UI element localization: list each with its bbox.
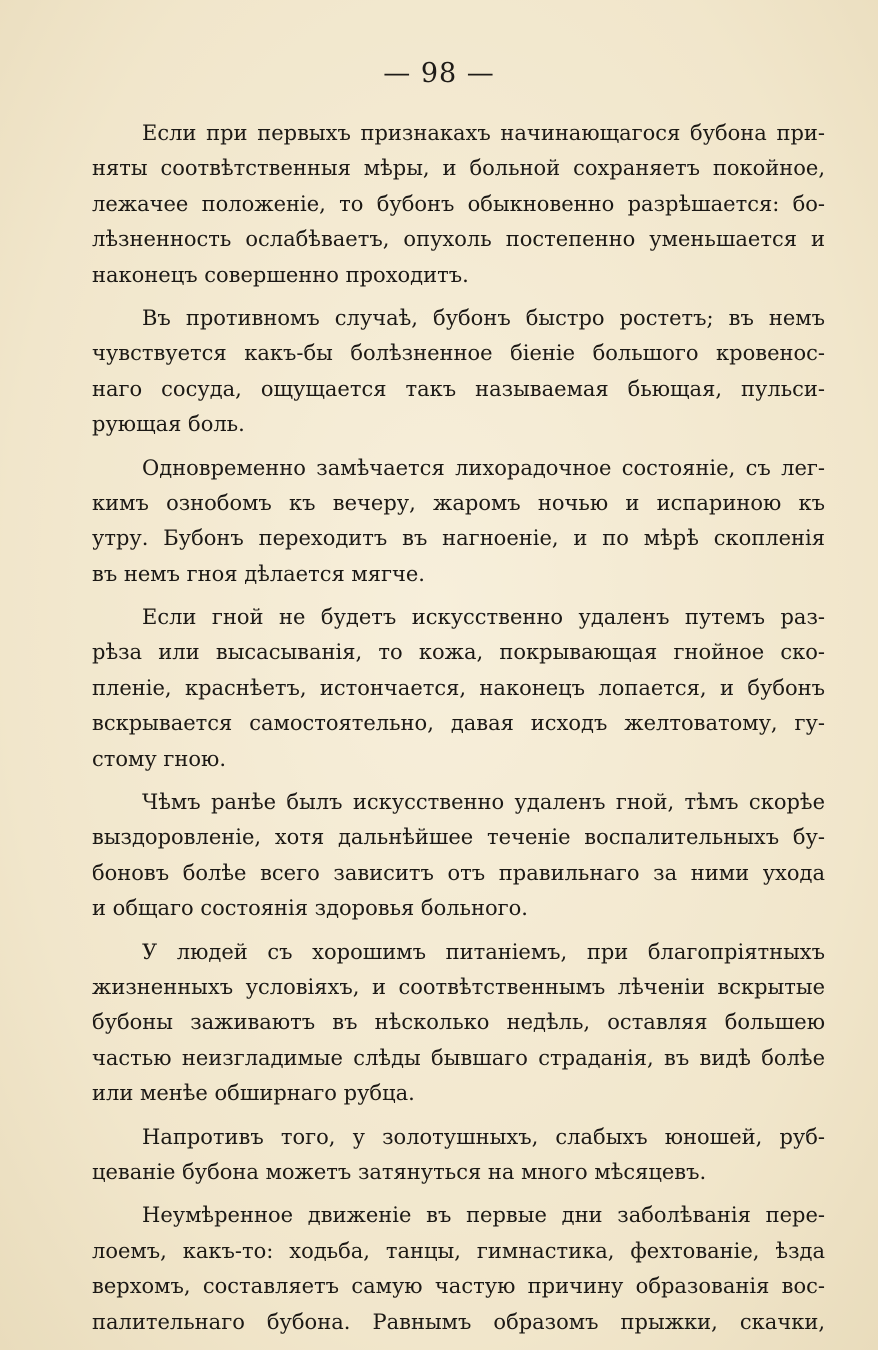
text-line: частью неизгладимые слѣды бывшаго страданія, въ видѣ болѣе xyxy=(92,1045,825,1070)
paragraph xyxy=(92,1198,825,1340)
text-line: рѣза или высасыванія, то кожа, покрывающая гнойное ско- xyxy=(92,640,825,665)
text-line: утру. Бубонъ переходитъ въ нагноеніе, и по мѣрѣ скопленія xyxy=(92,526,825,551)
text-line: наконецъ совершенно проходитъ. xyxy=(92,262,469,287)
text-line: палительнаго бубона. Равнымъ образомъ прыжки, скачки, xyxy=(92,1309,825,1334)
text-line: жизненныхъ условіяхъ, и соотвѣтственнымъ лѣченіи вскрытые xyxy=(92,974,825,999)
text-line: Если при первыхъ признакахъ начинающагося бубона при- xyxy=(142,121,825,145)
text-line: кимъ ознобомъ къ вечеру, жаромъ ночью и испариною къ xyxy=(92,490,825,515)
text-line: бубоны заживаютъ въ нѣсколько недѣль, оставляя большею xyxy=(92,1010,825,1035)
text-line: Напротивъ того, у золотушныхъ, слабыхъ юношей, руб- xyxy=(142,1124,825,1149)
text-line: лежачее положеніе, то бубонъ обыкновенно разрѣшается: бо- xyxy=(92,191,825,216)
text-line: пленіе, краснѣетъ, истончается, наконецъ лопается, и бубонъ xyxy=(92,675,825,700)
text-line: верхомъ, составляетъ самую частую причину образованія вос- xyxy=(92,1274,825,1299)
text-line: лоемъ, какъ-то: ходьба, танцы, гимнастика, фехтованіе, ѣзда xyxy=(92,1238,825,1263)
text-line: рующая боль. xyxy=(92,412,245,437)
page-number: — 98 — xyxy=(383,58,495,89)
text-line: няты соотвѣтственныя мѣры, и больной сохраняетъ покойное, xyxy=(92,156,825,181)
text-line: или менѣе обширнаго рубца. xyxy=(92,1081,415,1106)
text-line: Въ противномъ случаѣ, бубонъ быстро ростетъ; въ немъ xyxy=(142,305,825,330)
text-line: Если гной не будетъ искусственно удаленъ путемъ раз- xyxy=(142,605,825,630)
text-line: чувствуется какъ-бы болѣзненное біеніе большого кровенос- xyxy=(92,341,825,366)
paragraph xyxy=(92,116,825,293)
text-line: и общаго состоянія здоровья больного. xyxy=(92,896,528,921)
paragraph xyxy=(92,785,825,927)
text-line: выздоровленіе, хотя дальнѣйшее теченіе воспалительныхъ бу- xyxy=(92,825,825,850)
text-line: Одновременно замѣчается лихорадочное состояніе, съ лег- xyxy=(142,455,825,480)
paragraph xyxy=(92,451,825,593)
paragraph xyxy=(92,1120,825,1191)
text-line: стому гною. xyxy=(92,746,226,771)
text-line: У людей съ хорошимъ питаніемъ, при благопріятныхъ xyxy=(142,939,825,964)
text-line: вскрывается самостоятельно, давая исходъ желтоватому, гу- xyxy=(92,711,825,736)
paragraph xyxy=(92,301,825,443)
text-line: Неумѣренное движеніе въ первые дни заболѣванія пере- xyxy=(142,1203,825,1228)
text-line: цеваніе бубона можетъ затянуться на много мѣсяцевъ. xyxy=(92,1159,707,1184)
text-line: боновъ болѣе всего зависитъ отъ правильнаго за ними ухода xyxy=(92,860,825,885)
text-line: наго сосуда, ощущается такъ называемая бьющая, пульси- xyxy=(92,376,825,401)
paragraph xyxy=(92,600,825,777)
body-text xyxy=(92,116,825,1348)
text-line: въ немъ гноя дѣлается мягче. xyxy=(92,561,425,586)
text-line: лѣзненность ослабѣваетъ, опухоль постепенно уменьшается и xyxy=(92,227,825,252)
paragraph xyxy=(92,935,825,1112)
text-line: Чѣмъ ранѣе былъ искусственно удаленъ гной, тѣмъ скорѣе xyxy=(142,790,825,815)
